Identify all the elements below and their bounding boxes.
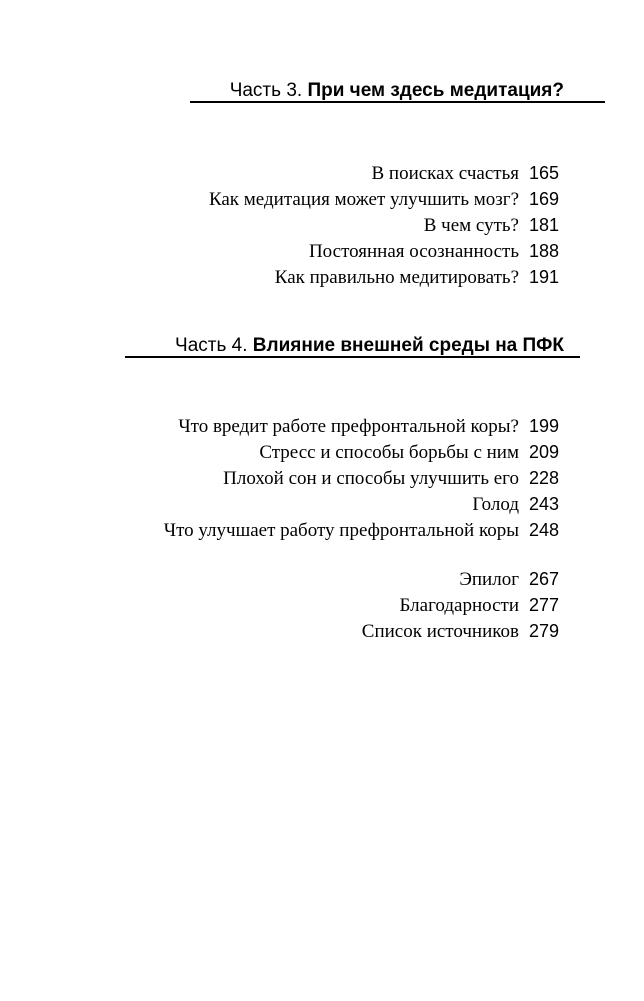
toc-entry-page: 209 [528,442,559,462]
toc-entry-label: Голод [472,494,519,515]
toc-entry[interactable] [362,618,559,644]
toc-entry-page: 191 [528,267,559,287]
toc-entry-label: Как медитация может улучшить мозг? [208,189,519,210]
toc-entry-label: Что улучшает работу префронтальной коры [163,520,519,541]
toc-entry-label: Что вредит работе префронтальной коры? [178,416,519,437]
part3-toc-list [209,160,559,290]
part4-heading-title [175,336,564,355]
toc-entry-page: 243 [528,494,559,514]
toc-entry[interactable] [209,238,559,264]
toc-entry-label: Плохой сон и способы улучшить его [223,468,519,489]
toc-entry[interactable] [209,264,559,290]
toc-entry-page: 279 [528,621,559,641]
part3-heading-rule [190,101,605,103]
part4-prefix: Часть 4. [175,335,248,356]
part4-title: Влияние внешней среды на ПФК [252,335,564,356]
toc-entry-label: Эпилог [459,569,519,590]
toc-entry-page: 181 [528,215,559,235]
toc-entry[interactable] [164,465,559,491]
toc-entry[interactable] [209,160,559,186]
backmatter-toc-list [362,566,559,644]
part4-heading-rule [125,356,580,358]
toc-entry[interactable] [209,186,559,212]
toc-entry[interactable] [164,413,559,439]
toc-entry-label: Стресс и способы борьбы с ним [259,442,519,463]
part4-heading [0,321,644,361]
toc-entry-label: Постоянная осознанность [308,241,519,262]
toc-entry[interactable] [362,592,559,618]
toc-entry[interactable] [362,566,559,592]
part3-heading-title [230,81,564,100]
toc-entry-page: 169 [528,189,559,209]
toc-entry-page: 188 [528,241,559,261]
toc-entry-label: Как правильно медитировать? [274,267,519,288]
toc-entry-page: 228 [528,468,559,488]
toc-entry[interactable] [164,439,559,465]
toc-entry-page: 277 [528,595,559,615]
toc-entry-label: Благодарности [399,595,519,616]
part3-prefix: Часть 3. [229,80,303,101]
toc-entry-label: В поисках счастья [371,163,519,184]
part4-toc-list [164,413,559,543]
toc-entry-label: Список источников [361,621,519,642]
toc-entry-label: В чем суть? [423,215,519,236]
toc-entry-page: 165 [528,163,559,183]
toc-entry-page: 267 [528,569,559,589]
toc-entry[interactable] [164,491,559,517]
part3-heading [0,66,644,106]
part3-title: При чем здесь медитация? [307,80,564,101]
toc-entry-page: 199 [528,416,559,436]
toc-entry[interactable] [164,517,559,543]
toc-entry[interactable] [209,212,559,238]
toc-entry-page: 248 [528,520,559,540]
